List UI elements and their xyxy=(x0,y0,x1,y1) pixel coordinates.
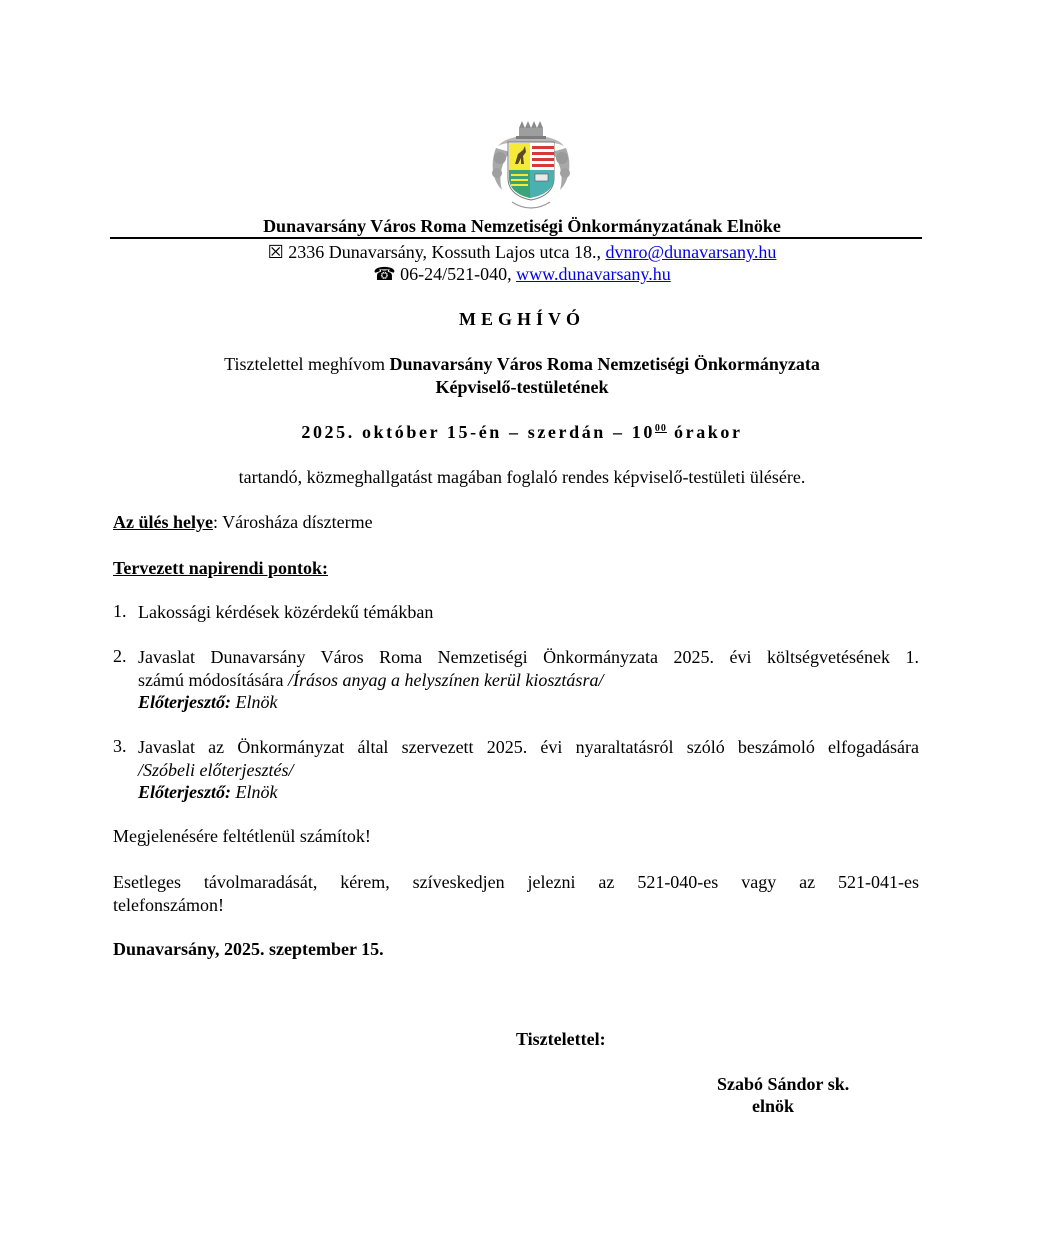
telephone-icon: ☎ xyxy=(373,264,396,284)
absence-notice-line-2: telefonszámon! xyxy=(113,894,224,915)
venue-line xyxy=(113,512,373,533)
header-divider xyxy=(110,237,922,239)
coat-of-arms-logo xyxy=(488,118,574,218)
signer-title: elnök xyxy=(752,1096,795,1116)
absence-notice-line-1: Esetleges távolmaradását, kérem, szíveskedjen jelezni az 521-040-es vagy az 521-041-es xyxy=(113,872,919,892)
closing-line: Megjelenésére feltétlenül számítok! xyxy=(113,826,371,846)
agenda-item-number: 1. xyxy=(113,601,127,621)
agenda-item-note: /Írásos anyag a helyszínen kerül kiosztásra/ xyxy=(287,669,604,690)
crest-icon xyxy=(488,118,574,218)
email-link[interactable]: dvnro@dunavarsany.hu xyxy=(605,242,777,262)
meeting-time-minutes: 00 xyxy=(654,423,667,434)
presenter-label: Előterjesztő: xyxy=(138,692,231,712)
agenda-item-note: /Szóbeli előterjesztés/ xyxy=(138,759,294,780)
agenda-item xyxy=(113,646,919,714)
agenda-item-text-line-1: Javaslat az Önkormányzat által szervezett 2025. évi nyaraltatásról szóló beszámoló elfogadására xyxy=(138,737,919,757)
venue-value: : Városháza díszterme xyxy=(212,512,373,532)
agenda-item-number: 3. xyxy=(113,736,127,756)
agenda-item-text-line-2: számú módosítására xyxy=(138,669,288,690)
place-and-date: Dunavarsány, 2025. szeptember 15. xyxy=(113,939,384,959)
presenter-name: Elnök xyxy=(231,692,278,712)
agenda-item-text-line-1: Javaslat Dunavarsány Város Roma Nemzetiségi Önkormányzata 2025. évi költségvetésének 1. xyxy=(138,647,919,667)
address-line xyxy=(0,242,1044,263)
phone-text: 06-24/521-040, xyxy=(395,264,517,284)
absence-notice xyxy=(113,871,919,916)
meeting-purpose: tartandó, közmeghallgatást magában foglaló rendes képviselő-testületi ülésére. xyxy=(238,467,806,487)
website-link[interactable]: www.dunavarsany.hu xyxy=(516,264,671,284)
agenda-title: Tervezett napirendi pontok: xyxy=(113,558,329,578)
presenter-name: Elnök xyxy=(231,782,278,802)
organization-title: Dunavarsány Város Roma Nemzetiségi Önkormányzatának Elnöke xyxy=(263,216,781,236)
agenda-item xyxy=(113,736,919,804)
meeting-date-suffix: órakor xyxy=(666,422,743,442)
meeting-date-text: 2025. október 15-én – szerdán – 10 xyxy=(301,422,655,442)
regards: Tisztelettel: xyxy=(516,1029,606,1049)
document-title: MEGHÍVÓ xyxy=(458,309,585,329)
address-text: 2336 Dunavarsány, Kossuth Lajos utca 18., xyxy=(283,242,606,262)
agenda-item-text: Lakossági kérdések közérdekű témákban xyxy=(138,602,434,622)
envelope-icon: ☒ xyxy=(267,242,284,262)
invitation-line-2: Képviselő-testületének xyxy=(435,377,609,397)
signer-name: Szabó Sándor sk. xyxy=(717,1074,850,1094)
meeting-date xyxy=(0,422,1044,443)
presenter-label: Előterjesztő: xyxy=(138,782,231,802)
agenda-item-number: 2. xyxy=(113,646,127,666)
invitation-line-1 xyxy=(0,354,1044,375)
invitation-prefix: Tisztelettel meghívom xyxy=(224,354,390,374)
venue-label: Az ülés helye xyxy=(113,512,213,532)
agenda-item xyxy=(113,601,919,624)
invitation-body-name: Dunavarsány Város Roma Nemzetiségi Önkormányzata xyxy=(389,354,820,374)
phone-line xyxy=(0,264,1044,285)
